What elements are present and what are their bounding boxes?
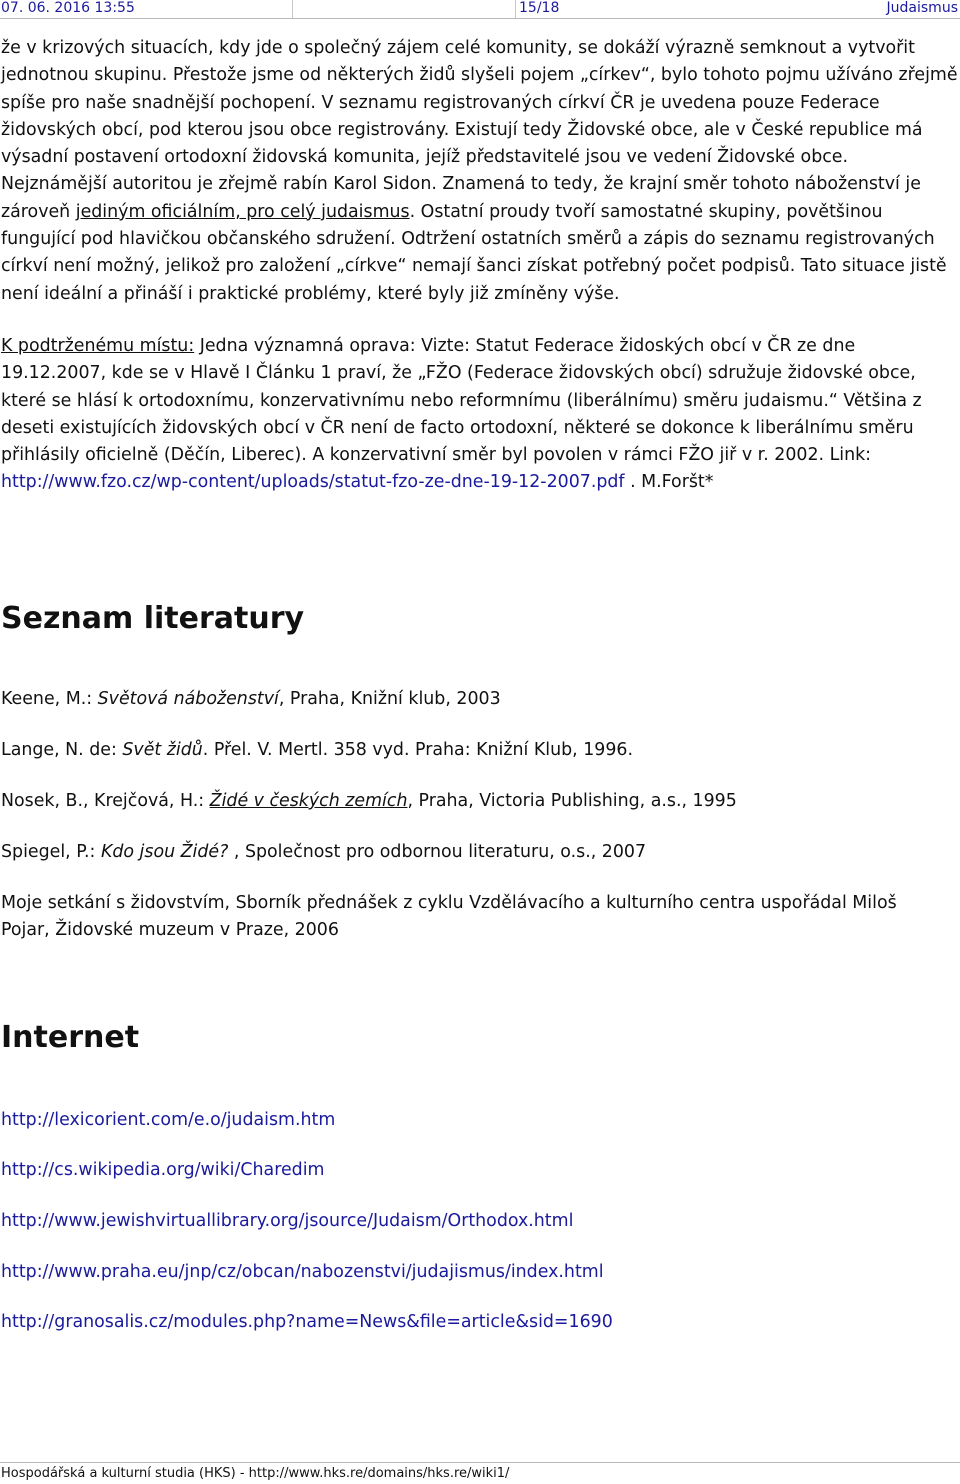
literature-item (1, 686, 941, 713)
header-title: Judaismus (886, 0, 958, 16)
literature-item (1, 788, 941, 815)
header-divider (292, 0, 293, 18)
literature-heading: Seznam literatury (1, 601, 305, 636)
note-label: K podtrženému místu: (1, 335, 195, 356)
paragraph-communities (1, 35, 958, 308)
lit-title: Kdo jsou Židé? (100, 842, 229, 862)
lit-author: Nosek, B., Krejčová, H.: (1, 791, 210, 811)
internet-link[interactable]: http://www.jewishvirtuallibrary.org/jsource/Judaism/Orthodox.html (1, 1211, 574, 1231)
lit-publication: . Přel. V. Mertl. 358 vyd. Praha: Knižní Klub, 1996. (202, 740, 633, 760)
paragraph-correction (1, 333, 958, 497)
paragraph-text: . Ostatní proudy tvoří samostatné skupiny, povětšinou fungující pod hlavičkou občanského sdružení. Odtržení ostatních směrů a zápis do seznamu registrovaných církví není možný, jelikož pro založení „církve“ nemají šanci získat potřebný počet podpisů. Tato situace jistě není ideální a přináší i praktické problémy, které byly již zmíněny výše. (1, 201, 947, 304)
lit-author: Lange, N. de: (1, 740, 123, 760)
literature-item (1, 839, 941, 866)
header-page-number: 15/18 (519, 0, 560, 16)
underlined-phrase: jediným oficiálním, pro celý judaismus (75, 201, 410, 222)
literature-item (1, 890, 941, 945)
page-footer (0, 1462, 960, 1484)
header-divider (515, 0, 516, 18)
lit-publication: , Praha, Victoria Publishing, a.s., 1995 (407, 791, 737, 811)
lit-title: Židé v českých zemích (209, 791, 408, 811)
internet-link[interactable]: http://www.praha.eu/jnp/cz/obcan/nabozenstvi/judajismus/index.html (1, 1262, 604, 1282)
lit-author: Keene, M.: (1, 689, 98, 709)
lit-title: Světová náboženství (97, 689, 279, 709)
internet-heading: Internet (1, 1020, 140, 1055)
lit-author: Spiegel, P.: (1, 842, 101, 862)
main-content (1, 35, 958, 497)
lit-publication: , Praha, Knižní klub, 2003 (278, 689, 501, 709)
lit-publication: , Společnost pro odbornou literaturu, o.s., 2007 (228, 842, 647, 862)
paragraph-text: . M.Foršt* (624, 472, 714, 493)
paragraph-text: Jedna významná oprava: Vizte: Statut Federace židoských obcí v ČR ze dne 19.12.2007, kde se v Hlavě I Článku 1 praví, že „FŽO (Federace židovských obcí) sdružuje židovské obce, které se hlásí k ortodoxnímu, konzervativnímu nebo reformnímu (liberálnímu) směru judaismu.“ Většina z deseti existujících židovských obcí v ČR není de facto ortodoxní, některé se dokonce k liberálnímu směru přihlásily oficielně (Děčín, Liberec). A konzervativní směr byl povolen v rámci FŽO jiř v r. 2002. Link: (1, 335, 922, 466)
header-date: 07. 06. 2016 13:55 (1, 0, 135, 16)
internet-link[interactable]: http://cs.wikipedia.org/wiki/Charedim (1, 1160, 325, 1180)
page-header (0, 0, 960, 19)
internet-link[interactable]: http://granosalis.cz/modules.php?name=News&file=article&sid=1690 (1, 1312, 613, 1332)
lit-entry: Moje setkání s židovstvím, Sborník přednášek z cyklu Vzdělávacího a kulturního centra uspořádal Miloš Pojar, Židovské muzeum v Praze, 2006 (1, 893, 897, 941)
literature-item (1, 737, 941, 764)
lit-title: Svět židů (122, 740, 203, 760)
paragraph-text: že v krizových situacích, kdy jde o společný zájem celé komunity, se dokáží výrazně semknout a vytvořit jednotnou skupinu. Přestože jsme od některých židů slyšeli pojem „církev“, bylo tohoto pojmu užíváno zřejmě spíše pro naše snadnější pochopení. V seznamu registrovaných církví ČR je uvedena pouze Federace židovských obcí, pod kterou jsou obce registrovány. Existují tedy Židovské obce, ale v České republice má výsadní postavení ortodoxní židovská komunita, jejíž představitelé jsou ve vedení Židovské obce. Nejznámější autoritou je zřejmě rabín Karol Sidon. Znamená to tedy, že krajní směr tohoto náboženství je zároveň (1, 38, 958, 222)
footer-text: Hospodářská a kulturní studia (HKS) - http://www.hks.re/domains/hks.re/wiki1/ (1, 1466, 510, 1481)
statute-link[interactable]: http://www.fzo.cz/wp-content/uploads/statut-fzo-ze-dne-19-12-2007.pdf (1, 472, 625, 493)
internet-link[interactable]: http://lexicorient.com/e.o/judaism.htm (1, 1110, 336, 1130)
